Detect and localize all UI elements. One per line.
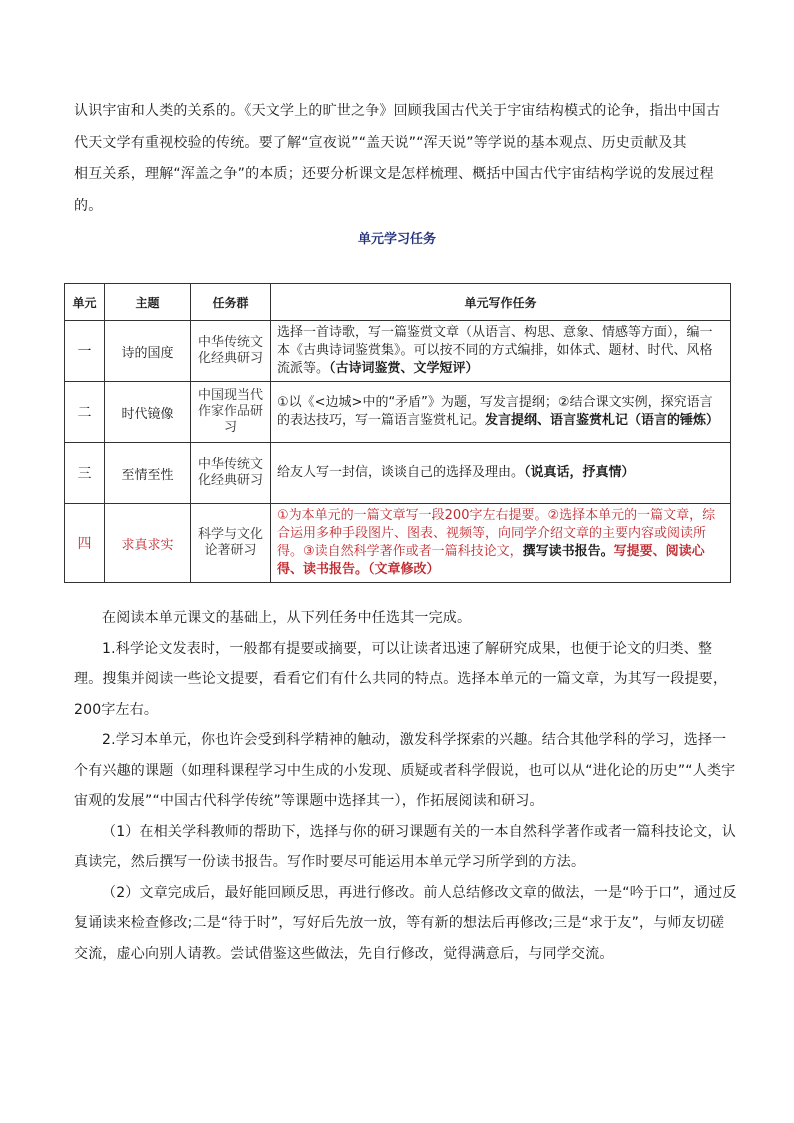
unit-number: 一 xyxy=(65,321,105,382)
writing-task xyxy=(271,382,731,443)
unit-theme: 时代镜像 xyxy=(105,382,191,443)
intro-line: 认识宇宙和人类的关系的。《天文学上的旷世之争》回顾我国古代关于宇宙结构模式的论争，指出中国古 xyxy=(74,103,721,119)
task-instructions xyxy=(74,603,738,969)
intro-paragraph xyxy=(74,96,734,222)
table-title: 单元学习任务 xyxy=(357,232,436,247)
unit-task-table xyxy=(64,283,731,583)
task-group: 中国现当代作家作品研习 xyxy=(191,382,271,443)
task-emphasis: （古诗词鉴赏、文学短评） xyxy=(329,361,479,376)
intro-line: 的。 xyxy=(74,197,103,214)
paragraph: （1）在相关学科教师的帮助下，选择与你的研习课题有关的一本自然科学著作或者一篇科技论文，认真读完，然后撰写一份读书报告。写作时要尽可能运用本单元学习所学到的方法。 xyxy=(74,823,736,870)
task-emphasis: 撰写读书报告。 xyxy=(522,544,614,559)
task-text: ①为本单元的一篇文章写一段200字左右提要。②选择本单元的一篇文章，综合运用多种手段图片、图表、视频等，向同学介绍文章的主要内容或阅读所得。③读自然科学著作或者一篇科技论文， xyxy=(277,508,716,559)
unit-number: 四 xyxy=(65,504,105,583)
table-row xyxy=(65,321,731,382)
paragraph: 在阅读本单元课文的基础上，从下列任务中任选其一完成。 xyxy=(102,610,472,626)
intro-line: 相互关系，理解“浑盖之争”的本质；还要分析课文是怎样梳理、概括中国古代宇宙结构学说的发展过程 xyxy=(74,166,714,182)
task-emphasis-red: 写提要、阅读心得、读书报告。（文章修改） xyxy=(277,544,705,577)
table-row xyxy=(65,382,731,443)
task-group: 中华传统文化经典研习 xyxy=(191,443,271,504)
unit-theme: 诗的国度 xyxy=(105,321,191,382)
unit-theme: 至情至性 xyxy=(105,443,191,504)
task-text: 给友人写一封信，谈谈自己的选择及理由。 xyxy=(277,465,525,480)
task-text: ①以《<边城>中的“矛盾”》为题，写发言提纲；②结合课文实例，探究语言的表达技巧，写一篇语言鉴赏札记。 xyxy=(277,395,713,428)
unit-number: 三 xyxy=(65,443,105,504)
task-group: 中华传统文化经典研习 xyxy=(191,321,271,382)
table-row xyxy=(65,443,731,504)
writing-task xyxy=(271,443,731,504)
header-task: 单元写作任务 xyxy=(271,284,731,321)
unit-number: 二 xyxy=(65,382,105,443)
writing-task xyxy=(271,504,731,583)
paragraph: 1.科学论文发表时，一般都有提要或摘要，可以让读者迅速了解研究成果，也便于论文的归类、整理。搜集并阅读一些论文提要，看看它们有什么共同的特点。选择本单元的一篇文章，为其写一段提要，200字左右。 xyxy=(74,640,728,718)
header-theme: 主题 xyxy=(105,284,191,321)
table-header-row xyxy=(65,284,731,321)
header-unit: 单元 xyxy=(65,284,105,321)
task-emphasis: （说真话，抒真情） xyxy=(524,465,635,480)
unit-theme: 求真求实 xyxy=(105,504,191,583)
header-group: 任务群 xyxy=(191,284,271,321)
paragraph: 2.学习本单元，你也许会受到科学精神的触动，激发科学探索的兴趣。结合其他学科的学习，选择一个有兴趣的课题（如理科课程学习中生成的小发现、质疑或者科学假说，也可以从“进化论的历史”“人类宇宙观的发展”“中国古代科学传统”等课题中选择其一），作拓展阅读和研习。 xyxy=(74,732,736,809)
task-emphasis: 发言提纲、语言鉴赏札记（语言的锤炼） xyxy=(485,413,720,428)
task-group: 科学与文化论著研习 xyxy=(191,504,271,583)
intro-line: 代天文学有重视校验的传统。要了解“宣夜说”“盖天说”“浑天说”等学说的基本观点、历史贡献及其 xyxy=(74,134,687,151)
paragraph: （2）文章完成后，最好能回顾反思，再进行修改。前人总结修改文章的做法，一是“吟于口”，通过反复诵读来检查修改;二是“待于时”，写好后先放一放，等有新的想法后再修改;三是“求于友”，与师友切磋交流，虚心向别人请教。尝试借鉴这些做法，先自行修改，觉得满意后，与同学交流。 xyxy=(74,884,737,962)
task-text: 选择一首诗歌，写一篇鉴赏文章（从语言、构思、意象、情感等方面），编一本《古典诗词鉴赏集》。可以按不同的方式编排，如体式、题材、时代、风格流派等。 xyxy=(277,325,713,376)
writing-task xyxy=(271,321,731,382)
table-row xyxy=(65,504,731,583)
